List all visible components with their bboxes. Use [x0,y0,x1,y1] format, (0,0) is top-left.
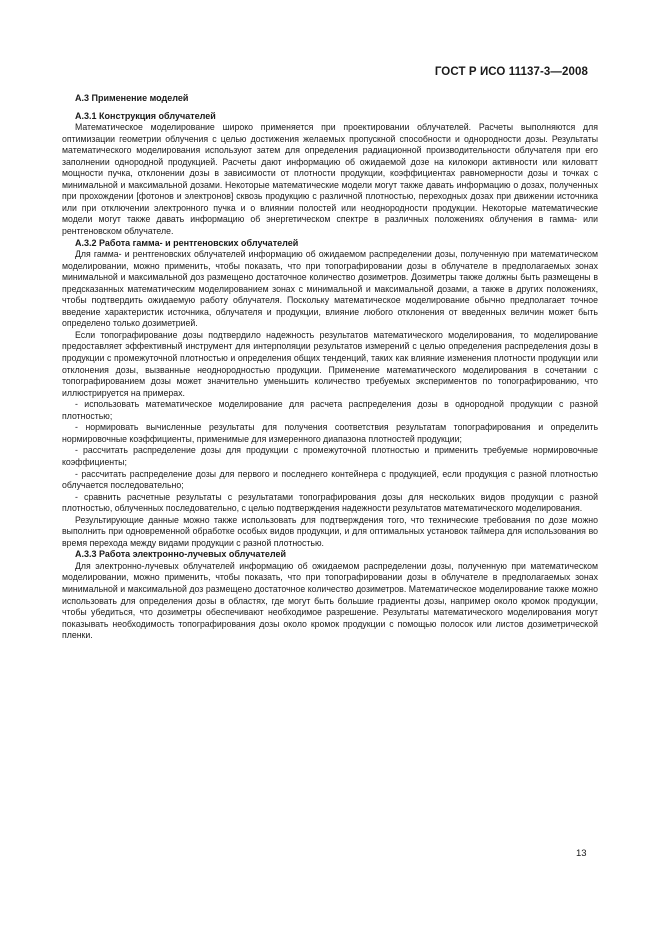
list-item: - использовать математическое моделирование для расчета распределения дозы в однородной продукции с разной плотностью; [62,399,598,421]
document-body [62,93,598,642]
paragraph: Если топографирование дозы подтвердило надежность результатов математического моделирования, то моделирование предоставляет эффективный инструмент для интерполяции результатов измерений с целью определения распределения дозы в продукции с промежуточной плотностью и определения общих тенденций, таких как влияние изменения плотности продукции или отклонения дозы, вызванные неоднородностью продукции. Применение математического моделирования в сочетании с топографированием дозы может значительно уменьшить количество требуемых экспериментов по топографированию, что иллюстрируется на примерах. [62,329,598,398]
document-header-standard-id: ГОСТ Р ИСО 11137-3—2008 [434,66,588,78]
paragraph: Математическое моделирование широко применяется при проектировании облучателей. Расчеты выполняются для оптимизации геометрии облучения с целью достижения желаемых пропускной способности и однородности дозы. Результаты математического моделирования используют затем для определения радиационной производительности облучателя при его заполнении однородной продукцией. Расчеты дают информацию об ожидаемой дозе на килокюри активности или киловатт мощности пучка, отклонении дозы в зависимости от плотности продукции, коэффициентах равномерности дозы и точках с минимальной и максимальной дозами. Некоторые математические модели могут также давать информацию о дозах, полученных при прохождении [фотонов и электронов] сквозь продукцию с различной плотностью, переходных дозах при движении источника или при отключении электронного пучка и о влиянии полостей или неоднородности продукции. Некоторые математические модели могут также давать информацию об энергетическом спектре в различных положениях облучения в гамма- или рентгеновском облучателе. [62,122,598,237]
list-item: - рассчитать распределение дозы для первого и последнего контейнера с продукцией, если продукция с разной плотностью облучается последовательно; [62,468,598,491]
list-item: - нормировать вычисленные результаты для получения соответствия результатам топографирования и определить нормировочные коэффициенты, применимые для измеренного диапазона плотностей продукции; [62,422,598,444]
paragraph: Для гамма- и рентгеновских облучателей информацию об ожидаемом распределении дозы, полученную при математическом моделировании, можно применить, чтобы показать, что при топографировании дозы в облучателе в предполагаемых зонах минимальной и максимальной доз размещено достаточное количество дозиметров. Дозиметры также должны быть размещены в предсказанных математическим моделированием зонах с минимальной и максимальной дозами, а также в других положениях, чтобы подтвердить ожидаемую работу облучателя. Поскольку математическое моделирование обычно предполагает точное введение характеристик источника, облучателя и продукции, влияние любого отклонения от введенных величин может быть определено только дозиметрией. [62,249,598,329]
list-item: - сравнить расчетные результаты с результатами топографирования дозы для нескольких видов продукции с разной плотностью, облученных последовательно, с целью подтверждения надежности результатов математического моделирования. [62,491,598,514]
list-item: - рассчитать распределение дозы для продукции с промежуточной плотностью и применить требуемые нормировочные коэффициенты; [62,445,598,467]
section-heading-a33: А.3.3 Работа электронно-лучевых облучателей [75,549,287,560]
paragraph: Результирующие данные можно также использовать для подтверждения того, что технические требования по дозе можно выполнить при одновременной обработке особых видов продукции, и для оптимальных установок таймера для использования во время перехода между видами продукции с разной плотностью. [62,514,598,548]
section-heading-a31: А.3.1 Конструкция облучателей [75,110,216,121]
page-number: 13 [576,848,587,859]
section-heading-a3: А.3 Применение моделей [75,93,189,103]
section-heading-a32: А.3.2 Работа гамма- и рентгеновских облучателей [75,237,299,248]
paragraph: Для электронно-лучевых облучателей информацию об ожидаемом распределении дозы, полученную при математическом моделировании, можно применить, чтобы показать, что при топографировании дозы в облучателе в предполагаемых зонах минимальной и максимальной доз размещено достаточное количество дозиметров. Математическое моделирование также можно использовать для определения дозы в областях, где могут быть большие градиенты дозы, например около кромок продукции, чтобы убедиться, что дозиметры обеспечивают необходимое разрешение. Результаты математического моделирования могут показывать необходимость топографирования дозы около кромок продукции с помощью полосок или листов дозиметрической пленки. [62,560,598,641]
